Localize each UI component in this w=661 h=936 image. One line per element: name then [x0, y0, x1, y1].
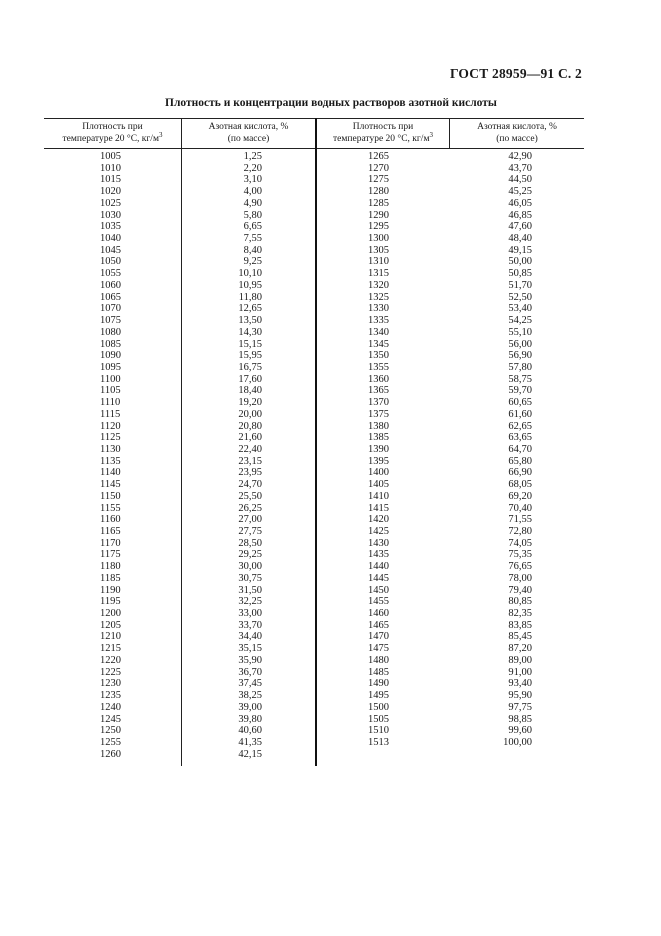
- table-cell: 98,85: [508, 713, 532, 725]
- table-cell: 87,20: [508, 643, 532, 655]
- table-cell: 29,25: [238, 549, 262, 561]
- table-cell: 1310: [368, 256, 389, 268]
- table-cell: 1215: [100, 643, 121, 655]
- table-cell: 1205: [100, 619, 121, 631]
- table-cell: 4,00: [243, 186, 262, 198]
- table-cell: 46,05: [508, 197, 532, 209]
- header-density-line1: Плотность при: [82, 122, 143, 132]
- table-cell: 1330: [368, 303, 389, 315]
- table-cell: 56,90: [508, 350, 532, 362]
- table-cell: 1505: [368, 713, 389, 725]
- table-cell: 1035: [100, 221, 121, 233]
- table-cell: 1070: [100, 303, 121, 315]
- table-cell: 1165: [100, 526, 121, 537]
- table-cell: 1135: [100, 455, 121, 467]
- table-cell: 20,80: [238, 420, 262, 432]
- table-cell: 78,00: [508, 572, 532, 584]
- table-cell: 1170: [100, 537, 121, 549]
- table-cell: 91,00: [508, 666, 532, 678]
- table-cell: 60,65: [508, 397, 532, 409]
- table-cell: 1365: [368, 385, 389, 397]
- page-header: ГОСТ 28959—91 С. 2: [449, 66, 582, 81]
- table-cell: 99,60: [508, 725, 532, 737]
- table-cell: 50,00: [508, 256, 532, 268]
- table-cell: 1400: [368, 467, 389, 479]
- table-cell: 69,20: [508, 490, 532, 502]
- table-cell: 1375: [368, 408, 389, 420]
- table-cell: 1220: [100, 654, 121, 666]
- table-cell: 57,80: [508, 361, 532, 373]
- header-density-unit-sup: 3: [158, 130, 163, 139]
- table-cell: 1370: [368, 397, 389, 409]
- table-cell: 37,45: [238, 678, 262, 690]
- table-cell: 13,50: [238, 315, 262, 327]
- table-cell: 1420: [368, 514, 389, 526]
- table-cell: 75,35: [508, 549, 532, 561]
- table-cell: 1455: [368, 596, 389, 608]
- table-cell: 11,80: [238, 291, 262, 303]
- table-cell: 95,90: [508, 690, 532, 702]
- table-cell: 66,90: [508, 467, 532, 479]
- table-cell: 1485: [368, 666, 389, 678]
- table-cell: 1385: [368, 432, 389, 444]
- table-cell: 1065: [100, 291, 121, 303]
- table-cell: 53,40: [508, 303, 532, 315]
- table-cell: 70,40: [508, 502, 532, 514]
- table-cell: 28,50: [238, 537, 262, 549]
- table-cell: 42,90: [508, 151, 532, 162]
- table-cell: 23,95: [238, 467, 262, 479]
- table-cell: 1120: [100, 420, 121, 432]
- column-divider-left: [181, 118, 182, 766]
- header-density-unit-sup: 3: [429, 130, 433, 139]
- table-cell: 82,35: [508, 608, 532, 620]
- table-cell: 1460: [368, 608, 389, 620]
- table-cell: 1315: [368, 268, 389, 280]
- table-cell: 1260: [100, 748, 121, 760]
- table-cell: 17,60: [238, 373, 262, 385]
- table-cell: 7,55: [243, 233, 262, 245]
- table-cell: 1335: [368, 315, 389, 327]
- table-cell: 1125: [100, 432, 121, 444]
- table-cell: 76,65: [508, 561, 532, 573]
- column-divider-center: [315, 118, 317, 766]
- table-cell: 55,10: [508, 326, 532, 338]
- table-cell: 1430: [368, 537, 389, 549]
- table-cell: 1415: [368, 502, 389, 514]
- table-cell: 42,15: [238, 748, 262, 760]
- table-cell: 1225: [100, 666, 121, 678]
- table-cell: 1130: [100, 443, 121, 455]
- table-cell: 5,80: [243, 209, 262, 221]
- table-cell: 93,40: [508, 678, 532, 690]
- table-cell: 1325: [368, 291, 389, 303]
- table-cell: 97,75: [508, 701, 532, 713]
- header-acid-line1: Азотная кислота, %: [477, 122, 557, 132]
- table-cell: 1200: [100, 608, 121, 620]
- table-cell: 15,15: [238, 338, 262, 350]
- table-cell: 39,80: [238, 713, 262, 725]
- table-cell: 1110: [100, 397, 121, 409]
- table-cell: 1145: [100, 479, 121, 491]
- table-cell: 18,40: [238, 385, 262, 397]
- table-cell: 68,05: [508, 479, 532, 491]
- table-cell: 1510: [368, 725, 389, 737]
- table-cell: 14,30: [238, 326, 262, 338]
- table-cell: 1285: [368, 197, 389, 209]
- table-cell: 3,10: [243, 174, 262, 186]
- table-cell: 23,15: [238, 455, 262, 467]
- table-cell: 61,60: [508, 408, 532, 420]
- table-cell: 1250: [100, 725, 121, 737]
- table-cell: 21,60: [238, 432, 262, 444]
- table-cell: 9,25: [243, 256, 262, 268]
- header-density-line2: температуре 20 °С, кг/м: [333, 133, 430, 144]
- density-column-right: [368, 151, 408, 749]
- table-cell: 1115: [100, 408, 121, 420]
- table-cell: 44,50: [508, 174, 532, 186]
- table-cell: 74,05: [508, 537, 532, 549]
- table-cell: 32,25: [238, 596, 262, 608]
- table-cell: 30,00: [238, 561, 262, 573]
- table-cell: 1245: [100, 713, 121, 725]
- table-cell: 6,65: [243, 221, 262, 233]
- table-cell: 71,55: [508, 514, 532, 526]
- table-cell: 40,60: [238, 725, 262, 737]
- table-cell: 83,85: [508, 619, 532, 631]
- table-cell: 1080: [100, 326, 121, 338]
- acid-column-left: [212, 151, 262, 760]
- table-cell: 1190: [100, 584, 121, 596]
- table-cell: 15,95: [238, 350, 262, 362]
- table-cell: 1270: [368, 162, 389, 174]
- table-cell: 2,20: [243, 162, 262, 174]
- table-cell: 49,15: [508, 244, 532, 256]
- table-cell: 58,75: [508, 373, 532, 385]
- table-cell: 1350: [368, 350, 389, 362]
- table-cell: 1045: [100, 244, 121, 256]
- table-cell: 1300: [368, 233, 389, 245]
- table-cell: 80,85: [508, 596, 532, 608]
- table-cell: 1185: [100, 572, 121, 584]
- table-cell: 22,40: [238, 443, 262, 455]
- table-cell: 1360: [368, 373, 389, 385]
- table-cell: 65,80: [508, 455, 532, 467]
- table-cell: 1290: [368, 209, 389, 221]
- table-cell: 1355: [368, 361, 389, 373]
- table-cell: 64,70: [508, 443, 532, 455]
- table-cell: 25,50: [238, 490, 262, 502]
- table-cell: 1470: [368, 631, 389, 643]
- table-cell: 1255: [100, 736, 121, 748]
- table-cell: 33,00: [238, 608, 262, 620]
- table-cell: 1090: [100, 350, 121, 362]
- table-cell: 1475: [368, 643, 389, 655]
- table-cell: 1015: [100, 174, 121, 186]
- table-cell: 16,75: [238, 361, 262, 373]
- table-cell: 4,90: [243, 197, 262, 209]
- table-cell: 1265: [368, 151, 389, 162]
- table-cell: 36,70: [238, 666, 262, 678]
- table-cell: 1,25: [243, 151, 262, 162]
- table-cell: 48,40: [508, 233, 532, 245]
- table-cell: 1040: [100, 233, 121, 245]
- table-top-rule: [44, 118, 584, 119]
- header-acid-right: [450, 122, 584, 145]
- table-cell: 1450: [368, 584, 389, 596]
- table-cell: 20,00: [238, 408, 262, 420]
- table-cell: 1095: [100, 361, 121, 373]
- table-cell: 1010: [100, 162, 121, 174]
- table-cell: 1490: [368, 678, 389, 690]
- acid-column-right: [482, 151, 532, 749]
- table-cell: 12,65: [238, 303, 262, 315]
- table-cell: 1160: [100, 514, 121, 526]
- table-cell: 1435: [368, 549, 389, 561]
- table-cell: 100,00: [503, 736, 532, 748]
- table-cell: 1380: [368, 420, 389, 432]
- table-cell: 1280: [368, 186, 389, 198]
- table-cell: 1345: [368, 338, 389, 350]
- table-cell: 59,70: [508, 385, 532, 397]
- table-cell: 1235: [100, 690, 121, 702]
- table-cell: 10,10: [238, 268, 262, 280]
- table-cell: 26,25: [238, 502, 262, 514]
- table-cell: 79,40: [508, 584, 532, 596]
- table-cell: 1195: [100, 596, 121, 608]
- table-cell: 1500: [368, 701, 389, 713]
- table-cell: 52,50: [508, 291, 532, 303]
- table-cell: 50,85: [508, 268, 532, 280]
- table-cell: 1395: [368, 455, 389, 467]
- table-cell: 1085: [100, 338, 121, 350]
- table-cell: 31,50: [238, 584, 262, 596]
- table-cell: 1495: [368, 690, 389, 702]
- header-density-line1: Плотность при: [352, 122, 414, 132]
- table-cell: 30,75: [238, 572, 262, 584]
- table-cell: 85,45: [508, 631, 532, 643]
- table-cell: 54,25: [508, 315, 532, 327]
- table-cell: 1025: [100, 197, 121, 209]
- table-cell: 89,00: [508, 654, 532, 666]
- table-cell: 1075: [100, 315, 121, 327]
- header-density-right: [317, 122, 449, 145]
- table-cell: 39,00: [238, 701, 262, 713]
- table-cell: 38,25: [238, 690, 262, 702]
- table-cell: 1320: [368, 279, 389, 291]
- table-cell: 27,00: [238, 514, 262, 526]
- table-cell: 51,70: [508, 279, 532, 291]
- table-cell: 1105: [100, 385, 121, 397]
- table-title: Плотность и концентрации водных растворов азотной кислоты: [165, 97, 497, 109]
- table-cell: 47,60: [508, 221, 532, 233]
- table-cell: 1440: [368, 561, 389, 573]
- table-cell: 1155: [100, 502, 121, 514]
- table-cell: 1020: [100, 186, 121, 198]
- table-cell: 1295: [368, 221, 389, 233]
- table-cell: 24,70: [238, 479, 262, 491]
- table-cell: 1060: [100, 279, 121, 291]
- table-cell: 56,00: [508, 338, 532, 350]
- table-cell: 1275: [368, 174, 389, 186]
- table-cell: 63,65: [508, 432, 532, 444]
- table-cell: 1240: [100, 701, 121, 713]
- header-acid-line2: (по массе): [496, 133, 538, 144]
- table-cell: 1405: [368, 479, 389, 491]
- table-cell: 1513: [368, 736, 389, 748]
- table-cell: 27,75: [238, 526, 262, 537]
- table-cell: 41,35: [238, 736, 262, 748]
- table-header-rule: [44, 148, 584, 149]
- table-cell: 45,25: [508, 186, 532, 198]
- header-acid-line2: (по массе): [227, 133, 270, 144]
- table-cell: 1390: [368, 443, 389, 455]
- density-column-left: [100, 151, 140, 760]
- table-cell: 1480: [368, 654, 389, 666]
- header-acid-left: [182, 122, 315, 145]
- table-cell: 1305: [368, 244, 389, 256]
- table-cell: 1410: [368, 490, 389, 502]
- table-cell: 1050: [100, 256, 121, 268]
- table-cell: 34,40: [238, 631, 262, 643]
- header-density-left: [44, 122, 181, 145]
- table-cell: 1150: [100, 490, 121, 502]
- table-cell: 1425: [368, 526, 389, 537]
- table-cell: 35,90: [238, 654, 262, 666]
- table-cell: 46,85: [508, 209, 532, 221]
- header-acid-line1: Азотная кислота, %: [208, 122, 289, 132]
- table-cell: 43,70: [508, 162, 532, 174]
- table-cell: 35,15: [238, 643, 262, 655]
- table-cell: 72,80: [508, 526, 532, 537]
- table-cell: 1210: [100, 631, 121, 643]
- table-cell: 1445: [368, 572, 389, 584]
- header-density-line2: температуре 20 °С, кг/м: [62, 133, 159, 144]
- table-cell: 1005: [100, 151, 121, 162]
- table-cell: 19,20: [238, 397, 262, 409]
- table-cell: 1180: [100, 561, 121, 573]
- table-cell: 62,65: [508, 420, 532, 432]
- table-cell: 8,40: [243, 244, 262, 256]
- table-cell: 1140: [100, 467, 121, 479]
- table-cell: 1175: [100, 549, 121, 561]
- table-cell: 1030: [100, 209, 121, 221]
- table-cell: 1465: [368, 619, 389, 631]
- table-cell: 1340: [368, 326, 389, 338]
- table-cell: 1230: [100, 678, 121, 690]
- table-cell: 1100: [100, 373, 121, 385]
- table-cell: 10,95: [238, 279, 262, 291]
- table-cell: 1055: [100, 268, 121, 280]
- table-cell: 33,70: [238, 619, 262, 631]
